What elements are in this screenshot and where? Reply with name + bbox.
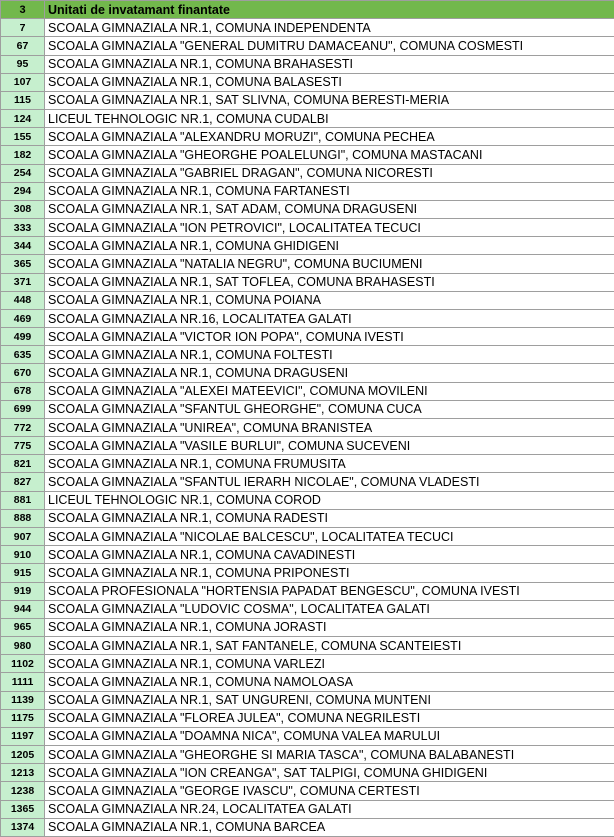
table-row xyxy=(1,219,614,237)
school-name-cell[interactable]: SCOALA GIMNAZIALA NR.1, COMUNA RADESTI xyxy=(45,509,614,527)
school-name-cell[interactable]: SCOALA GIMNAZIALA NR.1, COMUNA VARLEZI xyxy=(45,655,614,673)
school-name-cell[interactable]: SCOALA GIMNAZIALA "ALEXANDRU MORUZI", COMUNA PECHEA xyxy=(45,128,614,146)
table-row xyxy=(1,546,614,564)
school-name-cell[interactable]: SCOALA GIMNAZIALA NR.1, COMUNA BALASESTI xyxy=(45,73,614,91)
table-row xyxy=(1,110,614,128)
row-id-cell[interactable]: 915 xyxy=(1,564,45,582)
table-row xyxy=(1,73,614,91)
row-id-cell[interactable]: 95 xyxy=(1,55,45,73)
row-id-cell[interactable]: 635 xyxy=(1,346,45,364)
table-row xyxy=(1,691,614,709)
table-row xyxy=(1,764,614,782)
row-id-cell[interactable]: 124 xyxy=(1,110,45,128)
row-id-cell[interactable]: 333 xyxy=(1,219,45,237)
table-row xyxy=(1,400,614,418)
row-id-cell[interactable]: 1205 xyxy=(1,746,45,764)
table-row xyxy=(1,309,614,327)
school-name-cell[interactable]: SCOALA GIMNAZIALA NR.1, SAT UNGURENI, COMUNA MUNTENI xyxy=(45,691,614,709)
table-row xyxy=(1,782,614,800)
row-id-cell[interactable]: 944 xyxy=(1,600,45,618)
row-id-cell[interactable]: 344 xyxy=(1,237,45,255)
school-name-cell[interactable]: SCOALA GIMNAZIALA NR.1, SAT FANTANELE, COMUNA SCANTEIESTI xyxy=(45,637,614,655)
row-id-cell[interactable]: 67 xyxy=(1,37,45,55)
school-name-cell[interactable]: SCOALA GIMNAZIALA NR.16, LOCALITATEA GALATI xyxy=(45,309,614,327)
table-row xyxy=(1,37,614,55)
table-row xyxy=(1,146,614,164)
school-name-cell[interactable]: SCOALA GIMNAZIALA NR.1, COMUNA DRAGUSENI xyxy=(45,364,614,382)
school-name-cell[interactable]: SCOALA PROFESIONALA "HORTENSIA PAPADAT BENGESCU", COMUNA IVESTI xyxy=(45,582,614,600)
school-name-cell[interactable]: SCOALA GIMNAZIALA "NICOLAE BALCESCU", LOCALITATEA TECUCI xyxy=(45,527,614,545)
table-row xyxy=(1,382,614,400)
table-row xyxy=(1,637,614,655)
school-name-cell[interactable]: SCOALA GIMNAZIALA NR.1, COMUNA JORASTI xyxy=(45,618,614,636)
table-row xyxy=(1,255,614,273)
row-id-cell[interactable]: 7 xyxy=(1,19,45,37)
school-name-cell[interactable]: SCOALA GIMNAZIALA "GABRIEL DRAGAN", COMUNA NICORESTI xyxy=(45,164,614,182)
row-id-cell[interactable]: 371 xyxy=(1,273,45,291)
row-id-cell[interactable]: 1238 xyxy=(1,782,45,800)
row-id-cell[interactable]: 919 xyxy=(1,582,45,600)
row-id-cell[interactable]: 115 xyxy=(1,91,45,109)
school-name-cell[interactable]: SCOALA GIMNAZIALA NR.1, COMUNA BARCEA xyxy=(45,818,614,836)
school-name-cell[interactable]: SCOALA GIMNAZIALA NR.1, COMUNA GHIDIGENI xyxy=(45,237,614,255)
table-row xyxy=(1,291,614,309)
school-name-cell[interactable]: SCOALA GIMNAZIALA "ION PETROVICI", LOCALITATEA TECUCI xyxy=(45,219,614,237)
row-id-cell[interactable]: 827 xyxy=(1,473,45,491)
school-name-cell[interactable]: SCOALA GIMNAZIALA NR.1, COMUNA INDEPENDENTA xyxy=(45,19,614,37)
school-name-cell[interactable]: SCOALA GIMNAZIALA "FLOREA JULEA", COMUNA NEGRILESTI xyxy=(45,709,614,727)
table-row xyxy=(1,509,614,527)
school-name-cell[interactable]: SCOALA GIMNAZIALA "UNIREA", COMUNA BRANISTEA xyxy=(45,418,614,436)
school-name-cell[interactable]: SCOALA GIMNAZIALA NR.1, COMUNA NAMOLOASA xyxy=(45,673,614,691)
row-id-cell[interactable]: 965 xyxy=(1,618,45,636)
header-row xyxy=(1,1,614,19)
school-name-cell[interactable]: SCOALA GIMNAZIALA "SFANTUL GHEORGHE", COMUNA CUCA xyxy=(45,400,614,418)
school-name-cell[interactable]: SCOALA GIMNAZIALA "ION CREANGA", SAT TALPIGI, COMUNA GHIDIGENI xyxy=(45,764,614,782)
header-title-cell[interactable]: Unitati de invatamant finantate xyxy=(45,1,614,19)
school-name-cell[interactable]: SCOALA GIMNAZIALA "LUDOVIC COSMA", LOCALITATEA GALATI xyxy=(45,600,614,618)
school-name-cell[interactable]: SCOALA GIMNAZIALA NR.1, SAT TOFLEA, COMUNA BRAHASESTI xyxy=(45,273,614,291)
table-row xyxy=(1,455,614,473)
school-name-cell[interactable]: SCOALA GIMNAZIALA "VASILE BURLUI", COMUNA SUCEVENI xyxy=(45,437,614,455)
row-id-cell[interactable]: 907 xyxy=(1,527,45,545)
school-name-cell[interactable]: SCOALA GIMNAZIALA NR.1, COMUNA CAVADINESTI xyxy=(45,546,614,564)
table-row xyxy=(1,346,614,364)
table-row xyxy=(1,19,614,37)
row-id-cell[interactable]: 772 xyxy=(1,418,45,436)
table-row xyxy=(1,491,614,509)
school-name-cell[interactable]: SCOALA GIMNAZIALA "VICTOR ION POPA", COMUNA IVESTI xyxy=(45,328,614,346)
school-name-cell[interactable]: SCOALA GIMNAZIALA "DOAMNA NICA", COMUNA VALEA MARULUI xyxy=(45,727,614,745)
school-name-cell[interactable]: SCOALA GIMNAZIALA NR.1, COMUNA PRIPONESTI xyxy=(45,564,614,582)
table-body xyxy=(1,19,614,837)
table-row xyxy=(1,55,614,73)
row-id-cell[interactable]: 910 xyxy=(1,546,45,564)
school-name-cell[interactable]: SCOALA GIMNAZIALA "SFANTUL IERARH NICOLAE", COMUNA VLADESTI xyxy=(45,473,614,491)
row-id-cell[interactable]: 678 xyxy=(1,382,45,400)
row-id-cell[interactable]: 1213 xyxy=(1,764,45,782)
row-id-cell[interactable]: 254 xyxy=(1,164,45,182)
row-id-cell[interactable]: 155 xyxy=(1,128,45,146)
table-row xyxy=(1,618,614,636)
school-name-cell[interactable]: SCOALA GIMNAZIALA "GENERAL DUMITRU DAMACEANU", COMUNA COSMESTI xyxy=(45,37,614,55)
table-row xyxy=(1,91,614,109)
row-id-cell[interactable]: 670 xyxy=(1,364,45,382)
school-name-cell[interactable]: SCOALA GIMNAZIALA "GHEORGHE SI MARIA TASCA", COMUNA BALABANESTI xyxy=(45,746,614,764)
school-name-cell[interactable]: LICEUL TEHNOLOGIC NR.1, COMUNA CUDALBI xyxy=(45,110,614,128)
school-name-cell[interactable]: SCOALA GIMNAZIALA "ALEXEI MATEEVICI", COMUNA MOVILENI xyxy=(45,382,614,400)
row-id-cell[interactable]: 308 xyxy=(1,200,45,218)
school-name-cell[interactable]: SCOALA GIMNAZIALA NR.1, COMUNA POIANA xyxy=(45,291,614,309)
table-row xyxy=(1,128,614,146)
table-row xyxy=(1,727,614,745)
table-row xyxy=(1,437,614,455)
school-name-cell[interactable]: SCOALA GIMNAZIALA "GEORGE IVASCU", COMUNA CERTESTI xyxy=(45,782,614,800)
table-row xyxy=(1,418,614,436)
table-row xyxy=(1,800,614,818)
school-name-cell[interactable]: SCOALA GIMNAZIALA NR.1, COMUNA FRUMUSITA xyxy=(45,455,614,473)
header-number-cell[interactable]: 3 xyxy=(1,1,45,19)
row-id-cell[interactable]: 1175 xyxy=(1,709,45,727)
school-name-cell[interactable]: SCOALA GIMNAZIALA NR.1, SAT ADAM, COMUNA DRAGUSENI xyxy=(45,200,614,218)
table-row xyxy=(1,527,614,545)
row-id-cell[interactable]: 1374 xyxy=(1,818,45,836)
row-id-cell[interactable]: 365 xyxy=(1,255,45,273)
school-name-cell[interactable]: SCOALA GIMNAZIALA NR.1, COMUNA BRAHASESTI xyxy=(45,55,614,73)
row-id-cell[interactable]: 775 xyxy=(1,437,45,455)
row-id-cell[interactable]: 1111 xyxy=(1,673,45,691)
row-id-cell[interactable]: 182 xyxy=(1,146,45,164)
row-id-cell[interactable]: 107 xyxy=(1,73,45,91)
table-row xyxy=(1,473,614,491)
row-id-cell[interactable]: 980 xyxy=(1,637,45,655)
row-id-cell[interactable]: 821 xyxy=(1,455,45,473)
table-row xyxy=(1,237,614,255)
row-id-cell[interactable]: 881 xyxy=(1,491,45,509)
row-id-cell[interactable]: 1139 xyxy=(1,691,45,709)
table-row xyxy=(1,564,614,582)
school-name-cell[interactable]: SCOALA GIMNAZIALA "NATALIA NEGRU", COMUNA BUCIUMENI xyxy=(45,255,614,273)
school-name-cell[interactable]: SCOALA GIMNAZIALA NR.1, COMUNA FOLTESTI xyxy=(45,346,614,364)
table-row xyxy=(1,600,614,618)
row-id-cell[interactable]: 699 xyxy=(1,400,45,418)
school-name-cell[interactable]: SCOALA GIMNAZIALA NR.1, COMUNA FARTANESTI xyxy=(45,182,614,200)
row-id-cell[interactable]: 1102 xyxy=(1,655,45,673)
table-row xyxy=(1,673,614,691)
row-id-cell[interactable]: 448 xyxy=(1,291,45,309)
table-row xyxy=(1,746,614,764)
table-row xyxy=(1,709,614,727)
school-name-cell[interactable]: SCOALA GIMNAZIALA NR.24, LOCALITATEA GALATI xyxy=(45,800,614,818)
table-row xyxy=(1,328,614,346)
table-row xyxy=(1,200,614,218)
table-row xyxy=(1,582,614,600)
school-name-cell[interactable]: LICEUL TEHNOLOGIC NR.1, COMUNA COROD xyxy=(45,491,614,509)
table-row xyxy=(1,182,614,200)
table-row xyxy=(1,818,614,836)
row-id-cell[interactable]: 1197 xyxy=(1,727,45,745)
school-name-cell[interactable]: SCOALA GIMNAZIALA NR.1, SAT SLIVNA, COMUNA BERESTI-MERIA xyxy=(45,91,614,109)
row-id-cell[interactable]: 469 xyxy=(1,309,45,327)
school-name-cell[interactable]: SCOALA GIMNAZIALA "GHEORGHE POALELUNGI", COMUNA MASTACANI xyxy=(45,146,614,164)
table-row xyxy=(1,655,614,673)
row-id-cell[interactable]: 294 xyxy=(1,182,45,200)
table-row xyxy=(1,273,614,291)
row-id-cell[interactable]: 1365 xyxy=(1,800,45,818)
row-id-cell[interactable]: 888 xyxy=(1,509,45,527)
table-row xyxy=(1,364,614,382)
table-row xyxy=(1,164,614,182)
row-id-cell[interactable]: 499 xyxy=(1,328,45,346)
